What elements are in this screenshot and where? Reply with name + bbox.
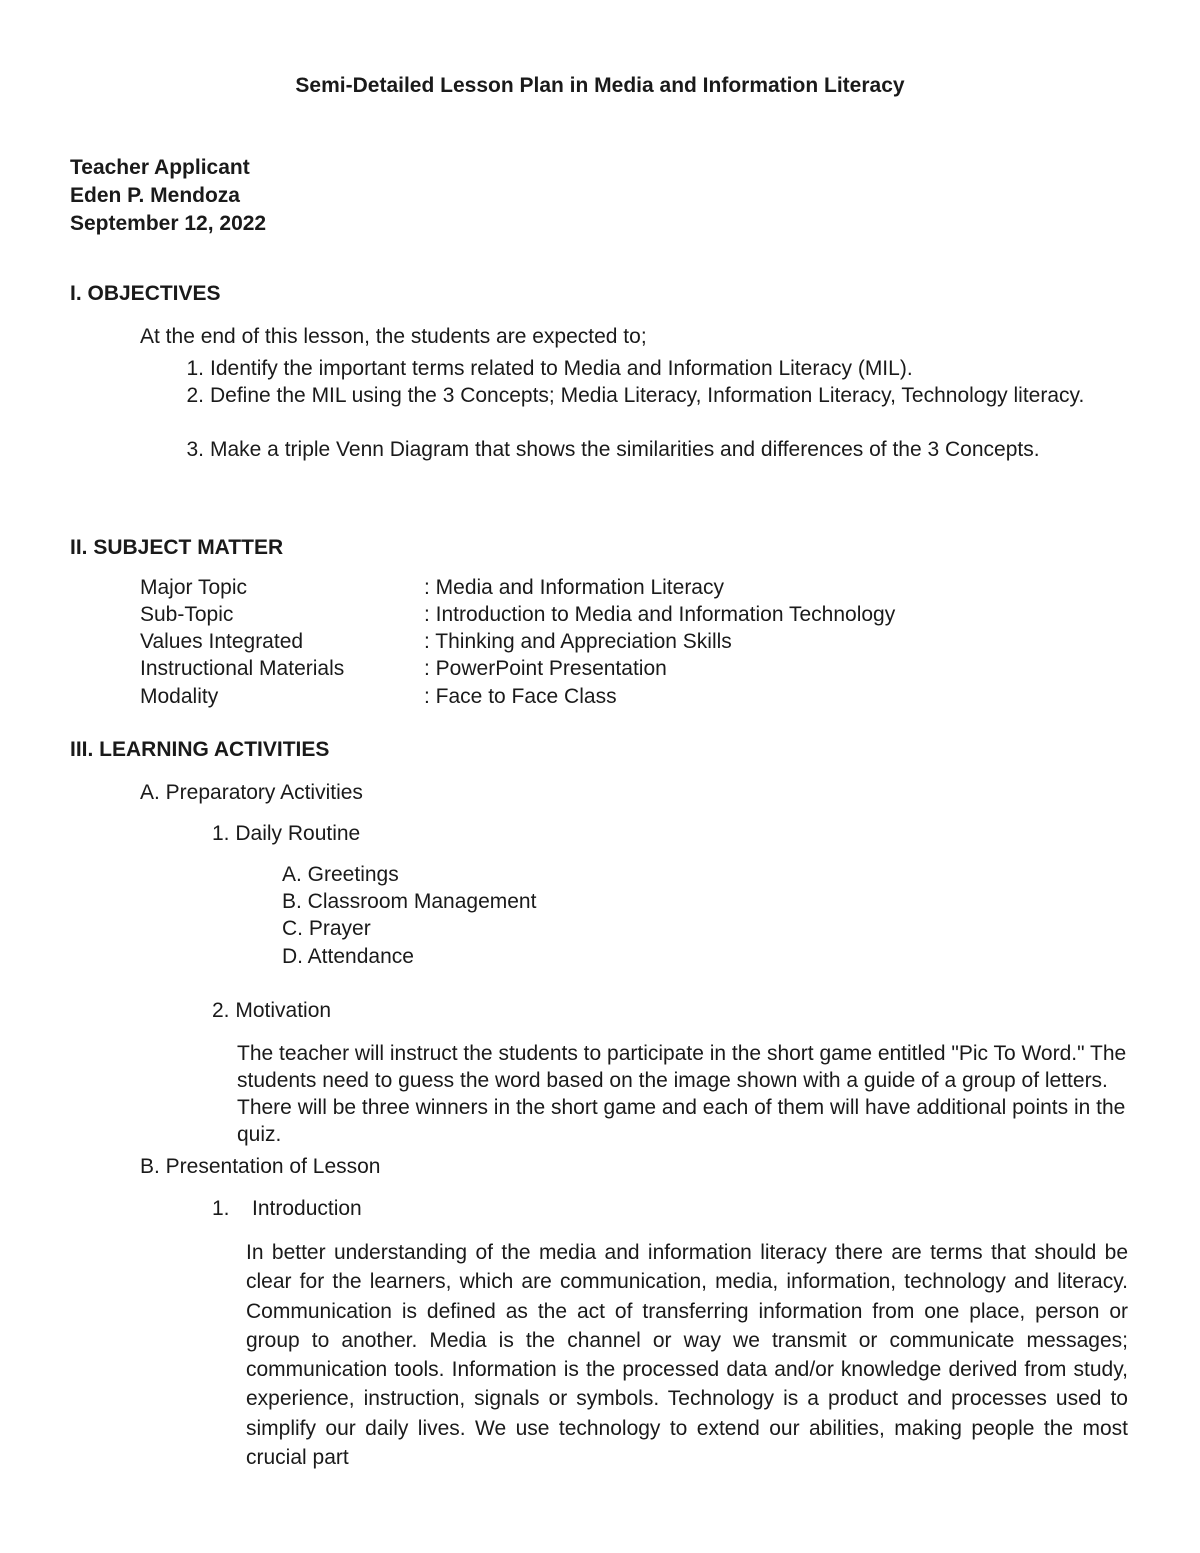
subject-label: Modality [140,685,219,708]
subject-value: : PowerPoint Presentation [424,657,667,680]
objectives-heading: I. OBJECTIVES [70,282,221,305]
objective-number: 3. [186,438,204,461]
subject-matter-heading: II. SUBJECT MATTER [70,536,284,559]
presentation-of-lesson-label: B. Presentation of Lesson [140,1155,381,1178]
routine-item: C. Prayer [282,917,371,940]
introduction-paragraph: In better understanding of the media and information literacy there are terms that should be clear for the learners, which are communication, media, information, technology and literacy. Communication is defined as the act of transferring information from one place, person or group to another. Media is the channel or way we transmit or communicate messages; communication tools. Information is the processed data and/or knowledge derived from study, experience, instruction, signals or symbols. Technology is a product and processes used to simplify our daily lives. We use technology to extend our abilities, making people the most crucial part [246,1241,1128,1470]
objective-item: Identify the important terms related to Media and Information Literacy (MIL). [210,357,913,380]
subject-value: : Media and Information Literacy [424,576,724,599]
daily-routine-label: 1. Daily Routine [212,822,361,845]
routine-item: B. Classroom Management [282,890,537,913]
teacher-name: Eden P. Mendoza [70,184,240,207]
subject-label: Values Integrated [140,630,304,653]
motivation-label: 2. Motivation [212,999,332,1022]
objectives-intro: At the end of this lesson, the students are expected to; [140,325,647,348]
objective-item: Make a triple Venn Diagram that shows the similarities and differences of the 3 Concepts. [210,438,1040,461]
teacher-role: Teacher Applicant [70,156,250,179]
subject-label: Sub-Topic [140,603,234,626]
subject-label: Instructional Materials [140,657,345,680]
motivation-paragraph: The teacher will instruct the students to participate in the short game entitled "Pic To Word." The students need to guess the word based on the image shown with a guide of a group of letters. There will be three winners in the short game and each of them will have additional points in the quiz. [237,1042,1127,1146]
subject-value: : Introduction to Media and Information Technology [424,603,896,626]
subject-value: : Face to Face Class [424,685,617,708]
subject-value: : Thinking and Appreciation Skills [424,630,732,653]
preparatory-activities-label: A. Preparatory Activities [140,781,363,804]
learning-activities-heading: III. LEARNING ACTIVITIES [70,738,330,761]
introduction-label: Introduction [252,1197,362,1220]
objective-item: Define the MIL using the 3 Concepts; Media Literacy, Information Literacy, Technology literacy. [210,384,1085,407]
routine-item: D. Attendance [282,945,414,968]
objective-number: 2. [186,384,204,407]
lesson-date: September 12, 2022 [70,212,267,235]
routine-item: A. Greetings [282,863,399,886]
objective-number: 1. [186,357,204,380]
document-title: Semi-Detailed Lesson Plan in Media and Information Literacy [295,74,905,97]
subject-label: Major Topic [140,576,247,599]
introduction-number: 1. [212,1197,230,1220]
